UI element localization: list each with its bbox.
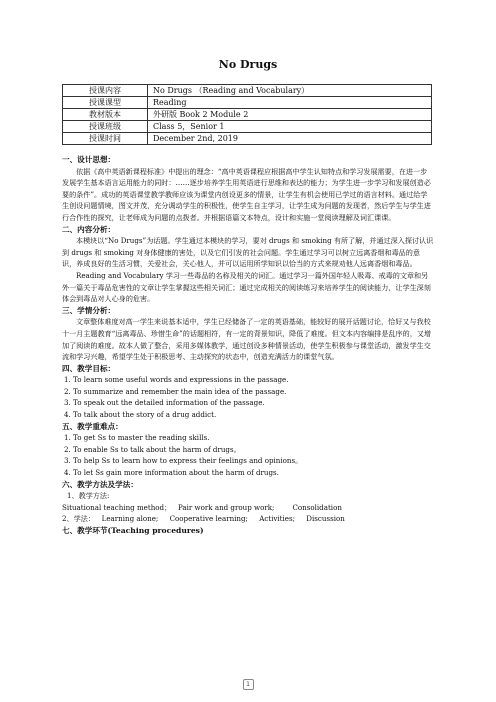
- paragraph: 文章整体难度对高一学生来说基本适中，学生已经储备了一定的英语基础，能较好的展开话题讨论，恰好又与我校十一月主题教育“远离毒品、珍惜生命”的话题相符，有一定的背景知识，降低了难度。但文本内容编排是乱序的，又增加了阅读的难度。故本人做了整合，采用多媒体教学，通过创设多种情景活动，使学生积极参与课堂活动，激发学生交流和学习兴趣，希望学生处于积极思考、主动探究的状态中，创造充满活力的课堂气氛。: [62, 317, 432, 362]
- list-item: 1、教学方法:: [67, 491, 110, 501]
- table-value: 外研版 Book 2 Module 2: [148, 109, 432, 121]
- section-heading: 七、教学环节(Teaching procedures): [62, 526, 204, 535]
- section-heading: 五、教学重难点：: [62, 421, 123, 431]
- table-row: [63, 121, 432, 133]
- list-item: 1. To learn some useful words and expressions in the passage.: [64, 375, 289, 385]
- table-key: 授课课型: [63, 97, 148, 109]
- lesson-info-table: [62, 84, 432, 145]
- table-value: No Drugs （Reading and Vocabulary）: [148, 85, 432, 97]
- list-item: 2. To summarize and remember the main idea of the passage.: [64, 386, 287, 396]
- list-item: 2、学法： Learning alone; Cooperative learning; Activities; Discussion: [62, 514, 345, 524]
- list-item: 3. To speak out the detailed information of the passage.: [64, 398, 265, 408]
- list-item: 2. To enable Ss to talk about the harm of drugs。: [64, 444, 241, 454]
- table-row: [63, 133, 432, 145]
- table-value: Class 5，Senior 1: [148, 121, 432, 133]
- section-heading: 一、设计思想：: [62, 155, 116, 164]
- table-row: [63, 85, 432, 97]
- list-item: 4. To talk about the story of a drug addict.: [64, 410, 217, 420]
- table-value: December 2nd, 2019: [148, 133, 432, 145]
- list-item: 1. To get Ss to master the reading skills.: [64, 433, 210, 443]
- table-value: Reading: [148, 97, 432, 109]
- section-heading: 三、学情分析：: [62, 305, 116, 315]
- page-footer: [0, 671, 496, 690]
- table-key: 授课时间: [63, 133, 148, 145]
- list-item: 4. To let Ss gain more information about the harm of drugs.: [64, 468, 279, 478]
- paragraph: Reading and Vocabulary 学习一些毒品的名称及相关的词汇。通过学习一篇外国年轻人吸毒、戒毒的文章和另外一篇关于毒品危害性的文章让学生掌握这些相关词汇；通过完成相关的阅读练习来培养学生的阅读能力，让学生深刻体会到毒品对人心身的危害。: [62, 270, 431, 304]
- document-body: [62, 154, 434, 537]
- section-heading: 四、教学目标：: [62, 363, 116, 373]
- table-key: 教材版本: [63, 109, 148, 121]
- section-heading: 二、内容分析：: [62, 224, 116, 234]
- page-number: 1: [243, 679, 254, 690]
- list-item: Situational teaching method； Pair work and group work; Consolidation: [62, 502, 342, 512]
- table-key: 授课班级: [63, 121, 148, 133]
- list-item: 3. To help Ss to learn how to express their feelings and opinions。: [64, 456, 303, 466]
- document-title: No Drugs: [218, 58, 278, 71]
- paragraph: 本模块以“No Drugs”为话题。学生通过本模块的学习，要对 drugs 和 smoking 有所了解，并通过深入探讨认识到 drugs 和 smoking 对身体健康的害处，以及它们引发的社会问题。学生通过学习可以树立远离香烟和毒品的意识，养成良好的生活习惯，关爱社会，关心他人，并可以运用所学知识以恰当的方式来规劝他人远离香烟和毒品。: [62, 236, 434, 269]
- table-row: [63, 109, 432, 121]
- paragraph: 依据《高中英语新课程标准》中提出的理念：“高中英语课程应根据高中学生认知特点和学习发展需要，在进一步发展学生基本语言运用能力的同时：……逐步培养学生用英语进行思维和表达的能力；为学生进一步学习和发展创造必要的条件”。成功的英语课堂教学教师应该为课堂内创设更多的情景，让学生有机会使用已学过的语言材料。通过给学生创设问题情境，图文并茂，充分调动学生的积极性，使学生自主学习，让学生成为问题的发现者，然后学生与学生进行合作性的探究，让老师成为问题的点拨者。并根据语篇文本特点，设计和实施一堂阅读理解及词汇课课。: [62, 166, 431, 222]
- section-heading: 六、教学方法及学法：: [62, 479, 138, 489]
- table-key: 授课内容: [63, 85, 148, 97]
- table-row: [63, 97, 432, 109]
